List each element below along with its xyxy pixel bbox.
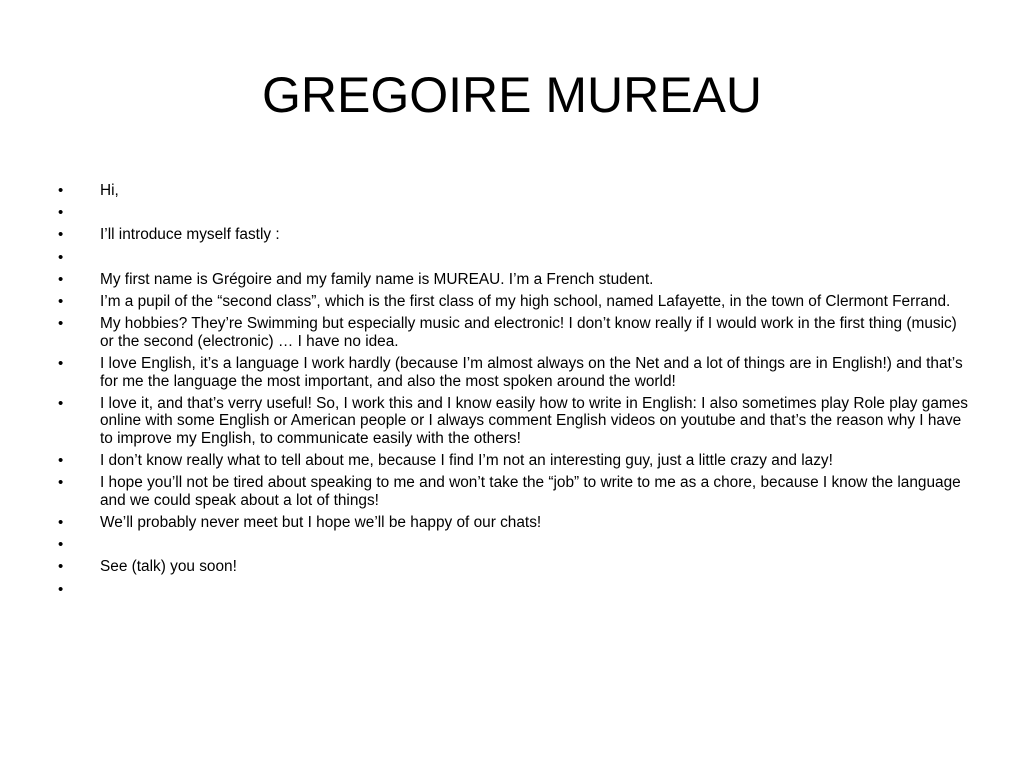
- bullet-dot-icon: •: [58, 558, 64, 576]
- bullet-dot-icon: •: [58, 452, 64, 470]
- bullet-text: I love English, it’s a language I work hardly (because I’m almost always on the Net and a lot of things are in English!) and that’s for me the language the most important, and also the most spoken around the world!: [100, 354, 963, 390]
- bullet-text: I hope you’ll not be tired about speaking to me and won’t take the “job” to write to me as a chore, because I know the language and we could speak about a lot of things!: [100, 474, 961, 509]
- bullet-item: [58, 226, 968, 244]
- bullet-item: [58, 536, 968, 554]
- bullet-item: [58, 271, 968, 289]
- bullet-text: Hi,: [100, 182, 119, 199]
- bullet-dot-icon: •: [58, 182, 64, 199]
- bullet-text: I love it, and that’s verry useful! So, I work this and I know easily how to write in English: I also sometimes play Role play games online with some English or American people or I always comment English videos on youtube and that’s the reason why I have to improve my English, to communicate easily with the others!: [100, 394, 968, 447]
- bullet-item: [58, 355, 968, 390]
- bullet-text: We’ll probably never meet but I hope we’ll be happy of our chats!: [100, 514, 542, 532]
- bullet-dot-icon: •: [58, 580, 64, 598]
- bullet-dot-icon: •: [58, 514, 64, 532]
- bullet-dot-icon: •: [58, 248, 64, 266]
- bullet-dot-icon: •: [58, 226, 64, 244]
- bullet-dot-icon: •: [58, 474, 64, 492]
- bullet-item: [58, 249, 968, 267]
- bullet-item: [58, 315, 968, 350]
- bullet-text: My first name is Grégoire and my family name is MUREAU. I’m a French student.: [100, 270, 654, 288]
- bullet-text: My hobbies? They’re Swimming but especially music and electronic! I don’t know really if I would work in the first thing (music) or the second (electronic) … I have no idea.: [100, 315, 957, 350]
- bullet-text: See (talk) you soon!: [100, 558, 237, 576]
- bullet-item: [58, 293, 968, 311]
- bullet-dot-icon: •: [58, 315, 64, 333]
- bullet-item: [58, 514, 968, 532]
- bullet-item: [58, 204, 968, 222]
- bullet-item: [58, 395, 968, 448]
- bullet-text: I’m a pupil of the “second class”, which is the first class of my high school, named Lafayette, in the town of Clermont Ferrand.: [100, 292, 951, 310]
- bullet-dot-icon: •: [58, 292, 64, 310]
- slide-title: GREGOIRE MUREAU: [261, 67, 763, 123]
- bullet-item: [58, 452, 968, 470]
- bullet-item: [58, 581, 968, 599]
- bullet-dot-icon: •: [58, 536, 64, 554]
- bullet-dot-icon: •: [58, 394, 64, 412]
- bullet-dot-icon: •: [58, 204, 64, 222]
- bullet-item: [58, 474, 968, 509]
- bullet-item: [58, 182, 968, 200]
- bullet-item: [58, 558, 968, 576]
- bullet-dot-icon: •: [58, 354, 64, 372]
- bullet-text: I’ll introduce myself fastly :: [100, 226, 280, 244]
- bullet-list: [58, 182, 968, 603]
- bullet-text: I don’t know really what to tell about me, because I find I’m not an interesting guy, just a little crazy and lazy!: [100, 452, 833, 470]
- bullet-dot-icon: •: [58, 270, 64, 288]
